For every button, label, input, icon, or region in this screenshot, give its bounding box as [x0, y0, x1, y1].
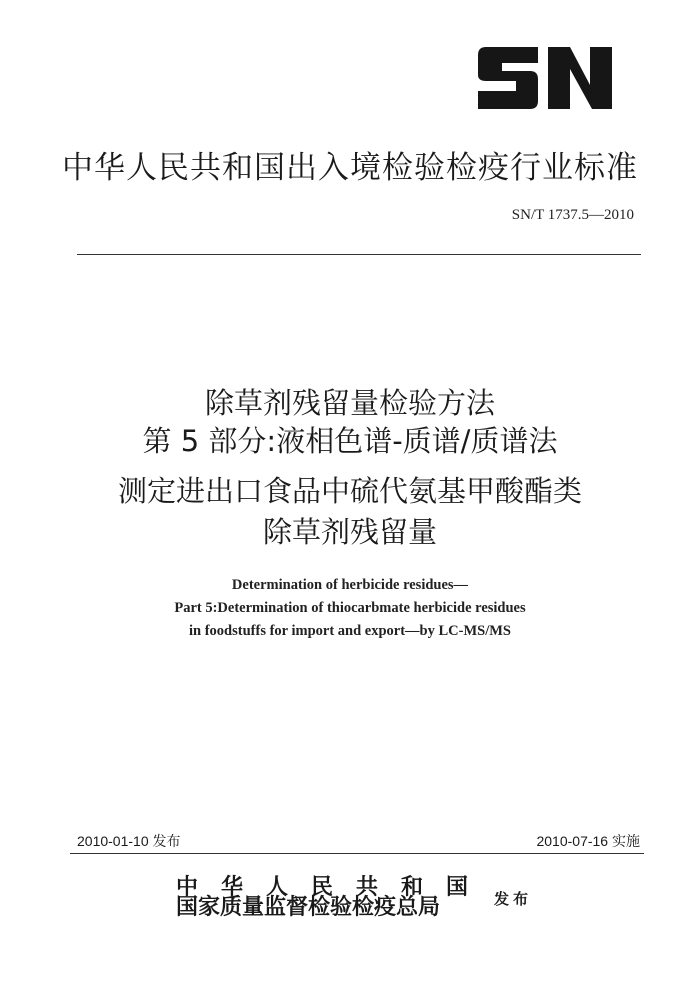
logo-letter-n: [548, 47, 612, 109]
publish-label: 发布: [494, 890, 533, 908]
implementation-date: 2010-07-16 实施: [536, 833, 640, 849]
issuer-agency: 国家质量监督检验检疫总局: [176, 894, 441, 920]
issuer-country: 中华人民共和国: [176, 874, 492, 900]
header-divider: [77, 254, 641, 255]
title-cn-line-2: 第 5 部分:液相色谱-质谱/质谱法: [142, 424, 558, 458]
title-en-line-1: Determination of herbicide residues—: [231, 577, 469, 593]
title-en-line-2: Part 5:Determination of thiocarbmate herbicide residues: [174, 600, 526, 616]
title-cn-line-1: 除草剂残留量检验方法: [204, 386, 495, 420]
standard-number: SN/T 1737.5—2010: [511, 207, 634, 223]
sn-logo-mark: [476, 41, 616, 113]
issue-date: 2010-01-10 发布: [77, 833, 181, 849]
title-en-line-3: in foodstuffs for import and export—by LC-MS/MS: [189, 623, 511, 639]
logo-letter-s: [478, 47, 538, 109]
footer-divider: [70, 853, 644, 854]
sn-logo: [476, 41, 616, 113]
title-cn-line-4: 除草剂残留量: [262, 515, 437, 549]
title-cn-line-3: 测定进出口食品中硫代氨基甲酸酯类: [117, 474, 582, 508]
org-title: 中华人民共和国出入境检验检疫行业标准: [62, 150, 638, 186]
